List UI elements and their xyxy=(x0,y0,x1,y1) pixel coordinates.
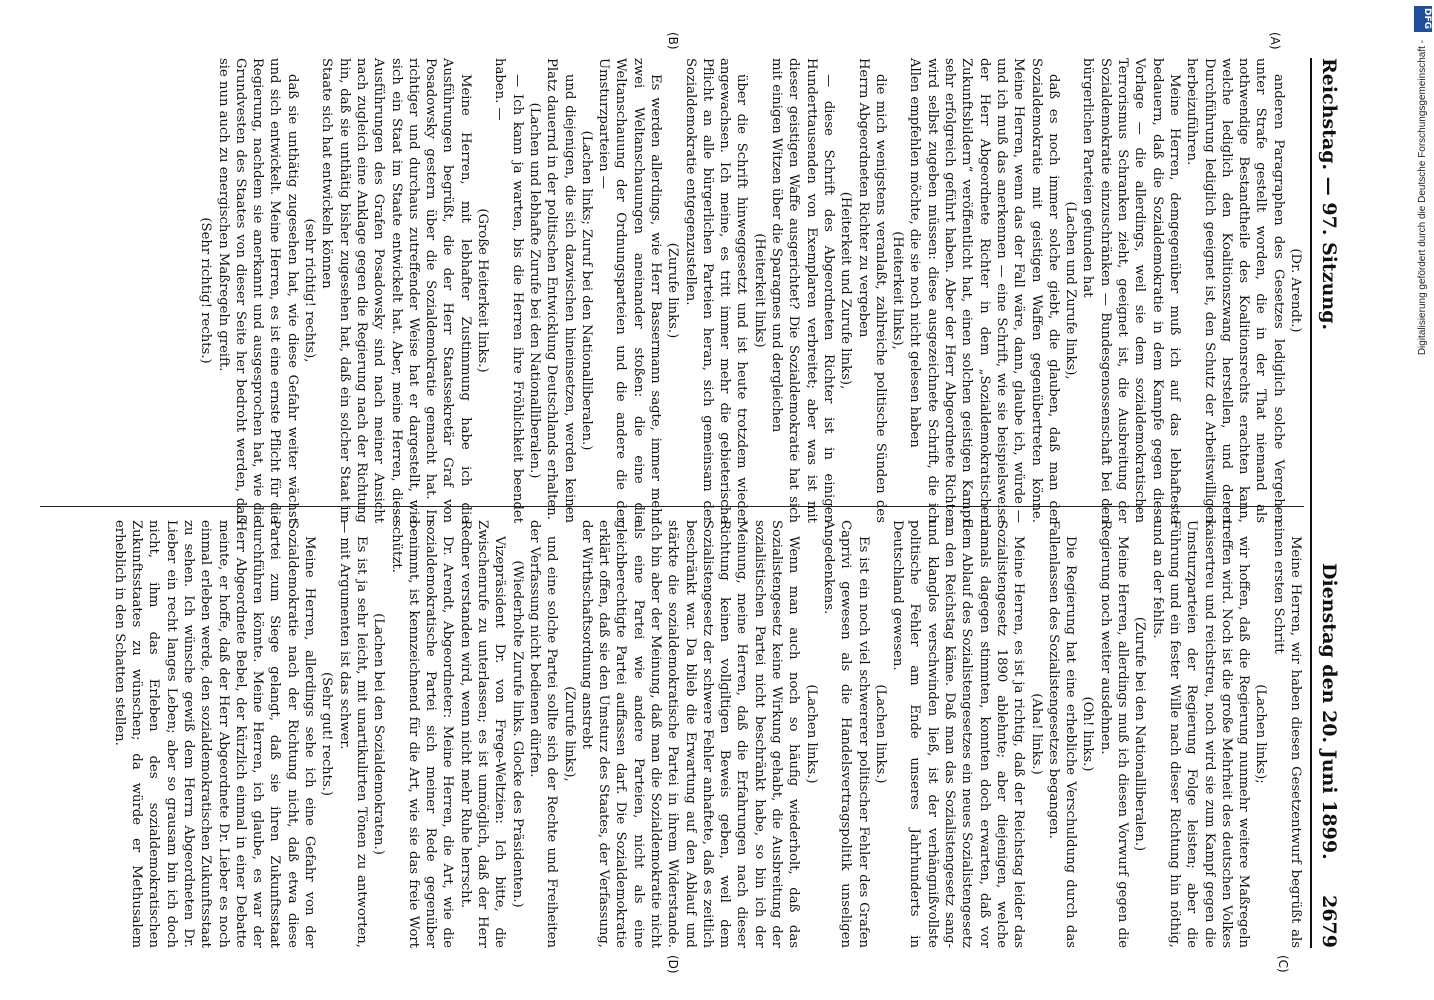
right-column-paragraph: Vizepräsident Dr. von Frege-Weltzien: Ich bitte, die Zwischenrufe zu unterlassen; es ist unmöglich, daß der Herr Redner verstanden wird, wenn nicht mehr Ruhe herrscht. xyxy=(457,520,508,948)
dfg-logo: DFG xyxy=(1414,6,1432,32)
right-column-paragraph: Es ist ein noch viel schwererer politischer Fehler des Grafen Caprivi gewesen als die Handelsvertragspolitik unseligen Angedenkens. xyxy=(820,520,871,948)
left-column-paragraph: anderen Paragraphen des Gesetzes lediglich solche Vergehen unter Strafe gestellt worden, die in der That niemand als nothwendige Bestandtheile des Koalitionsrechts erachten kann, welche lediglich den Koalitionszwang herstellen, und deren Durchführung lediglich geeignet ist, den Schutz der Arbeitswilligen herbeizuführen. xyxy=(1184,58,1286,523)
digitization-credit: Digitalisierung gefördert durch die Deutsche Forschungsgemeinschaft - xyxy=(1417,40,1428,356)
header-date: Dienstag den 20. Juni 1899. xyxy=(1318,563,1340,860)
left-column-paragraph: (Sehr richtig! rechts.) xyxy=(198,217,214,364)
margin-letter-c: (C) xyxy=(1276,955,1290,973)
left-column-paragraph: — diese Schrift des Abgeordneten Richter ist in einigen Hunderttausenden von Exemplaren verbreitet; aber was ist mit dieser geistigen Waffe ausgerichtet? Die Sozialdemokratie hat sich mit einigen Witzen über die Sparagnes und dergleichen xyxy=(769,58,836,523)
left-column-paragraph: über die Schrift hinweggesetzt und ist heute trotzdem wieder angewachsen. Ich meine, es tritt immer mehr die gebieterische Pflicht an alle bürgerlichen Parteien heran, sich gemeinsam der Sozialdemokratie entgegenzustellen. xyxy=(682,58,750,523)
right-column-paragraph: Meine Herren, es ist ja richtig, daß der Reichstag leider das Sozialistengesetz 1890 ablehnte; aber diejenigen, welche damals dagegen stimmten, konnten doch erwarten, daß vor dem Ablauf des Sozialistengesetzes ein neues Sozialistengesetz an den Reichstag käme. Daß man das Sozialistengesetz sang- und klanglos verschwinden ließ, ist der verhängnißvollste politische Fehler am Ende unseres Jahrhunderts in Deutschland gewesen. xyxy=(890,520,1027,948)
right-column-paragraph: (Zurufe bei den Nationalliberalen.) xyxy=(1132,616,1148,852)
left-column-paragraph: (Heiterkeit links), xyxy=(890,231,906,350)
page-number: 2679 xyxy=(1318,895,1340,948)
header-session: Reichstag. — 97. Sitzung. xyxy=(1318,58,1340,331)
left-column-paragraph: (sehr richtig! rechts), xyxy=(302,218,318,363)
right-column-paragraph: (Zurufe links), xyxy=(561,686,577,782)
page-header xyxy=(1310,58,1352,948)
right-column-paragraph: (Wiederholte Zurufe links. Glocke des Präsidenten.) xyxy=(509,560,525,908)
right-column-paragraph: Wenn man auch noch so häufig wiederholt, daß das Sozialistengesetz keine Wirkung gehabt, die Ausbreitung der sozialistischen Partei nicht beschränkt habe, so bin ich der Meinung, meine Herren, daß die Erfahrungen nach dieser Richtung keinen vollgiltigen Beweis geben, weil dem Sozialistengesetz der schwere Fehler anhaftete, daß es zeitlich beschränkt war. Da blieb die Erwartung auf den Ablauf und stärkte die sozialdemokratische Partei in ihrem Widerstande. Ich bin aber der Meinung, daß man die Sozialdemokratie nicht als eine Partei wie andere Parteien, nicht als eine gleichberechtigte Partei auffassen darf. Die Sozialdemokratie erklärt offen, daß sie den Umsturz des Staates, der Verfassung, der Wirthschaftsordnung anstrebt xyxy=(578,520,802,948)
left-column-paragraph: (Zurufe links.) xyxy=(665,242,681,339)
left-text-column xyxy=(197,58,1304,523)
left-column-paragraph: (Lachen links; Zuruf bei den Nationalliberalen.) xyxy=(578,130,594,451)
left-column-paragraph: (Lachen und lebhafte Zurufe bei den Nationalliberalen.) xyxy=(526,102,542,479)
left-column-paragraph: Meine Herren, mit lebhafter Zustimmung habe ich die Ausführungen begrüßt, die der Herr Staatssekretär Graf von Posadowsky gestern über die Sozialdemokratie gemacht hat. In richtiger und durchaus zutreffender Weise hat er dargestellt, wie sich ein Staat im Staate entwickelt hat. Aber, meine Herren, diese Ausführungen des Grafen Posadowsky sind nach meiner Ansicht nach zugleich eine Anklage gegen die Regierung nach der Richtung hin, daß sie unthätig bisher zugesehen hat, daß ein solcher Staat im Staate sich hat entwickeln können xyxy=(319,58,473,523)
right-column-paragraph: Es ist ja sehr leicht, mit unartikulirten Tönen zu antworten, — mit Argumenten ist das schwer. xyxy=(336,520,369,948)
right-column-paragraph: (Lachen links.) xyxy=(872,684,888,784)
right-column-paragraph: (Oh! links.) xyxy=(1080,696,1096,772)
left-column-paragraph: die mich wenigstens veranlaßt, zahlreiche politische Sünden des Herrn Abgeordneten Richter zu vergeben xyxy=(855,58,888,523)
left-column-paragraph: Es werden allerdings, wie Herr Bassermann sagte, immer mehr zwei Weltanschauungen aneinander stoßen: die eine die Weltanschauung der Ordnungsparteien und die andere die der Umsturzparteien — xyxy=(596,58,664,523)
right-column-paragraph: und eine solche Partei sollte sich der Rechte und Freiheiten der Verfassung nicht bedienen dürfen. xyxy=(526,520,560,948)
left-column-paragraph: (Heiterkeit und Zurufe links), xyxy=(838,191,854,390)
right-column-paragraph: Meine Herren, wir haben diesen Gesetzentwurf begrüßt als einen ersten Schritt xyxy=(1270,520,1303,948)
left-column-paragraph: daß es noch immer solche giebt, die glauben, daß man der Sozialdemokratie mit geistigen Waffen gegenübertreten könne. Meine Herren, wenn das der Fall wäre, dann, glaube ich, würde — und ich muß das anerkennen — eine Schrift, wie sie beispielsweise der Herr Abgeordnete Richter in dem „Sozialdemokratischen Zukunftsbildern“ veröffentlicht hat, einen solchen geistigen Kampf sehr erfolgreich geführt haben. Aber der Herr Abgeordnete Richter wird selbst zugeben müssen: diese ausgezeichnete Schrift, die ich Allen empfehlen möchte, die sie noch nicht gelesen haben xyxy=(907,58,1061,523)
left-column-paragraph: daß sie unthätig zugesehen hat, wie diese Gefahr weiter wächst und sich entwickelt. Meine Herren, es ist eine ernste Pflicht für die Regierung, nachdem sie anerkannt und ausgesprochen hat, wie die Grundvesten des Staates von dieser Seite her bedroht werden, daß sie nun auch zu energischen Maßregeln greift. xyxy=(215,58,300,523)
right-column-paragraph: (Lachen links); xyxy=(1253,684,1269,784)
margin-letter-a: (A) xyxy=(1268,32,1282,50)
margin-letter-d: (D) xyxy=(666,955,680,974)
left-column-paragraph: (Große Heiterkeit links.) xyxy=(475,208,491,373)
right-column-paragraph: Meine Herren, allerdings muß ich diesen Vorwurf gegen die Regierung noch weiter ausdehnen. xyxy=(1097,520,1131,948)
right-column-paragraph: (Lachen bei den Sozialdemokraten.) xyxy=(371,613,387,855)
right-column-paragraph: (Lachen links.) xyxy=(803,684,819,784)
right-column-paragraph: Die Regierung hat eine erhebliche Verschuldung durch das Fallenlassen des Sozialistengesetzes begangen. xyxy=(1045,520,1079,948)
margin-letter-b: (B) xyxy=(666,32,680,50)
left-column-paragraph: — Ich kann ja warten, bis die Herren ihre Fröhlichkeit beendet haben. — xyxy=(492,58,525,523)
right-column-paragraph: (Aha! links.) xyxy=(1028,693,1044,775)
left-column-paragraph: (Lachen und Zurufe links), xyxy=(1063,201,1079,380)
left-column-paragraph: Meine Herren, demgegenüber muß ich auf das lebhafteste bedauern, daß die Sozialdemokratie in dem Kampfe gegen diese Vorlage — die allerdings, weil sie dem sozialdemokratischen Terrorismus Schranken zieht, geeignet ist, die Ausbreitung der Sozialdemokratie einzuschränken — Bundesgenossenschaft bei den bürgerlichen Parteien gefunden hat xyxy=(1080,58,1182,523)
right-column-paragraph: Meine Herren, allerdings sehe ich eine Gefahr von der Sozialdemokratie nach der Richtung nicht, daß etwa diese Partei zum Siege gelangt, daß sie ihren Zukunftsstaat durchführen könnte. Meine Herren, ich glaube, es war der Herr Abgeordnete Bebel, der kürzlich einmal in einer Debatte meinte, er hoffe, daß der Herr Abgeordnete Dr. Lieber es noch einmal erleben werde, den sozialdemokratischen Zukunftsstaat zu sehen. Ich wünsche gewiß dem Herrn Abgeordneten Dr. Lieber ein recht langes Leben; aber so grausam bin ich doch nicht, ihm das Erleben des sozialdemokratischen Zukunftsstaates zu wünschen; da würde er Methusalem erheblich in den Schatten stellen. xyxy=(111,520,318,948)
left-column-paragraph: (Heiterkeit links) xyxy=(751,233,767,348)
right-text-column xyxy=(111,520,1304,948)
right-column-paragraph: (Sehr gut! rechts.) xyxy=(319,671,335,797)
left-column-paragraph: und diejenigen, die sich dazwischen hineinsetzen, werden keinen Platz dauernd in der politischen Entwicklung Deutschlands erhalten. xyxy=(544,58,577,523)
right-column-paragraph: Dr. Arendt, Abgeordneter: Meine Herren, die Art, wie die sozialdemokratische Partei sich meiner Rede gegenüber benimmt, ist kennzeichnend für die Art, wie sie das freie Wort schützt. xyxy=(388,520,456,948)
left-column-paragraph: (Dr. Arendt.) xyxy=(1288,248,1303,333)
right-column-paragraph: wir hoffen, daß die Regierung nunmehr weitere Maßregeln treffen wird. Noch ist die große Mehrheit des deutschen Volkes kaisertreu und reichstreu, noch wird sie zum Kampf gegen die Umsturzparteien der Regierung Folge leisten; aber die Führung und ein fester Wille nach dieser Richtung hin nöthig, und an der fehlts. xyxy=(1149,520,1252,948)
